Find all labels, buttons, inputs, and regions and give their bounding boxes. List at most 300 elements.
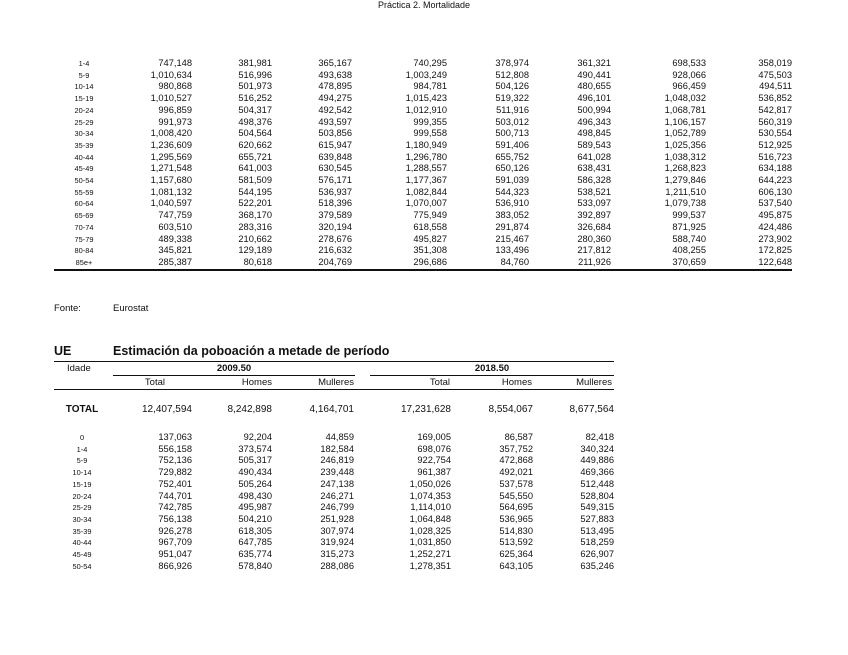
value-cell: 618,558	[413, 221, 447, 232]
value-cell: 1,050,026	[409, 478, 451, 489]
age-group-cell: 40-44	[74, 152, 94, 162]
value-cell: 1,003,249	[405, 69, 447, 80]
value-cell: 635,246	[580, 560, 614, 571]
age-group-cell: 85e+	[54, 257, 114, 270]
value-cell: 498,430	[238, 490, 272, 501]
value-cell: 1,010,634	[150, 69, 192, 80]
page-header: Práctica 2. Mortalidade	[377, 0, 471, 10]
table-row	[54, 105, 792, 117]
table-row	[54, 432, 614, 444]
value-cell: 92,204	[243, 432, 272, 442]
value-cell: 122,648	[706, 257, 792, 270]
subheader-mulleres-1: Mulleres	[318, 377, 354, 388]
table-row	[54, 455, 614, 467]
value-cell: 247,138	[320, 478, 354, 489]
age-group-cell: 60-64	[74, 199, 94, 209]
value-cell: 999,355	[413, 116, 447, 127]
value-cell: 999,558	[413, 128, 447, 139]
total-cell: 17,231,628	[400, 404, 451, 415]
value-cell: 578,840	[238, 560, 272, 571]
table-row	[54, 210, 792, 222]
value-cell: 514,830	[499, 525, 533, 536]
value-cell: 288,086	[320, 560, 354, 571]
value-cell: 528,804	[580, 490, 614, 501]
table-row	[54, 70, 792, 82]
value-cell: 246,819	[320, 455, 354, 466]
value-cell: 246,799	[320, 502, 354, 513]
table-row	[54, 561, 614, 573]
table-row	[54, 491, 614, 503]
value-cell: 217,812	[577, 245, 611, 256]
value-cell: 449,886	[580, 455, 614, 466]
total-cell: 4,164,701	[309, 404, 354, 415]
value-cell: 500,713	[495, 128, 529, 139]
value-cell: 505,264	[238, 478, 272, 489]
source-note	[54, 303, 149, 314]
value-cell: 169,005	[417, 432, 451, 442]
value-cell: 967,709	[158, 537, 192, 548]
total-row-table	[54, 404, 614, 416]
value-cell: 1,106,157	[664, 116, 706, 127]
value-cell: 564,695	[499, 502, 533, 513]
value-cell: 1,296,780	[405, 151, 447, 162]
value-cell: 494,275	[318, 93, 352, 104]
value-cell: 1,082,844	[405, 186, 447, 197]
value-cell: 1,015,423	[405, 93, 447, 104]
value-cell: 291,874	[495, 221, 529, 232]
value-cell: 1,010,527	[150, 93, 192, 104]
value-cell: 638,431	[577, 163, 611, 174]
value-cell: 1,211,510	[665, 186, 706, 197]
subheader-total-2: Total	[429, 377, 450, 388]
table-row	[54, 117, 792, 129]
value-cell: 630,545	[318, 163, 352, 174]
value-cell: 490,434	[238, 467, 272, 478]
value-cell: 1,288,557	[405, 163, 447, 174]
value-cell: 576,171	[318, 175, 352, 186]
age-group-cell: 55-59	[74, 187, 94, 197]
table-row	[54, 467, 614, 479]
value-cell: 370,659	[611, 257, 706, 270]
value-cell: 626,907	[580, 549, 614, 560]
value-cell: 1,081,132	[150, 186, 192, 197]
value-cell: 82,418	[585, 432, 614, 442]
age-group-cell: 45-49	[72, 550, 92, 560]
value-cell: 951,047	[158, 549, 192, 560]
value-cell: 620,662	[238, 139, 272, 150]
value-cell: 984,781	[413, 81, 447, 92]
value-cell: 44,859	[325, 432, 354, 442]
value-cell: 752,401	[158, 478, 192, 489]
value-cell: 1,236,609	[150, 139, 192, 150]
value-cell: 172,825	[758, 245, 792, 256]
value-cell: 518,259	[580, 537, 614, 548]
value-cell: 522,201	[238, 198, 272, 209]
header-bottom-rule	[54, 389, 614, 390]
age-group-cell: 80-84	[74, 246, 94, 256]
value-cell: 340,324	[580, 443, 614, 454]
value-cell: 606,130	[758, 186, 792, 197]
value-cell: 204,769	[272, 257, 352, 270]
table-row	[54, 502, 614, 514]
value-cell: 504,210	[238, 513, 272, 524]
value-cell: 1,012,910	[405, 104, 447, 115]
value-cell: 926,278	[158, 525, 192, 536]
subheader-homes-2: Homes	[501, 377, 532, 388]
table-row	[54, 222, 792, 234]
value-cell: 928,066	[672, 69, 706, 80]
value-cell: 513,592	[499, 537, 533, 548]
value-cell: 492,542	[318, 104, 352, 115]
value-cell: 503,012	[495, 116, 529, 127]
value-cell: 643,105	[499, 560, 533, 571]
value-cell: 698,076	[417, 443, 451, 454]
subheader-mulleres-2: Mulleres	[576, 377, 612, 388]
value-cell: 379,589	[318, 210, 352, 221]
value-cell: 351,308	[413, 245, 447, 256]
value-cell: 545,550	[499, 490, 533, 501]
value-cell: 498,845	[577, 128, 611, 139]
value-cell: 744,701	[158, 490, 192, 501]
value-cell: 544,323	[495, 186, 529, 197]
value-cell: 361,321	[577, 58, 611, 68]
value-cell: 498,376	[238, 116, 272, 127]
value-cell: 519,322	[495, 93, 529, 104]
value-cell: 1,295,569	[150, 151, 192, 162]
value-cell: 1,038,312	[664, 151, 706, 162]
value-cell: 296,686	[352, 257, 447, 270]
value-cell: 999,537	[672, 210, 706, 221]
value-cell: 603,510	[158, 221, 192, 232]
age-group-cell: 40-44	[72, 538, 92, 548]
value-cell: 469,366	[580, 467, 614, 478]
age-group-cell: 50-54	[74, 176, 94, 186]
value-cell: 533,097	[577, 198, 611, 209]
table-row	[54, 514, 614, 526]
table-row	[54, 245, 792, 257]
value-cell: 742,785	[158, 502, 192, 513]
value-cell: 1,025,356	[664, 139, 706, 150]
source-label: Fonte:	[54, 303, 81, 314]
value-cell: 618,305	[238, 525, 272, 536]
age-group-cell: 15-19	[72, 479, 92, 489]
value-cell: 513,495	[580, 525, 614, 536]
value-cell: 320,194	[318, 221, 352, 232]
table-row	[54, 152, 792, 164]
value-cell: 1,252,271	[409, 549, 451, 560]
value-cell: 756,138	[158, 513, 192, 524]
value-cell: 285,387	[114, 257, 192, 270]
year-header-2: 2018.50	[474, 363, 510, 374]
table-row	[54, 479, 614, 491]
value-cell: 655,752	[495, 151, 529, 162]
table-row	[54, 128, 792, 140]
value-cell: 381,981	[238, 58, 272, 68]
value-cell: 408,255	[672, 245, 706, 256]
table-row	[54, 198, 792, 210]
value-cell: 490,441	[577, 69, 611, 80]
value-cell: 589,543	[577, 139, 611, 150]
value-cell: 1,070,007	[405, 198, 447, 209]
total-label: TOTAL	[65, 404, 99, 415]
value-cell: 501,973	[238, 81, 272, 92]
value-cell: 639,848	[318, 151, 352, 162]
value-cell: 137,063	[158, 432, 192, 442]
value-cell: 537,540	[758, 198, 792, 209]
value-cell: 489,338	[158, 233, 192, 244]
table-row	[54, 163, 792, 175]
value-cell: 216,632	[318, 245, 352, 256]
value-cell: 538,521	[577, 186, 611, 197]
age-group-cell: 20-24	[72, 491, 92, 501]
value-cell: 326,684	[577, 221, 611, 232]
value-cell: 542,817	[758, 104, 792, 115]
value-cell: 345,821	[158, 245, 192, 256]
value-cell: 635,774	[238, 549, 272, 560]
value-cell: 1,114,010	[410, 502, 451, 513]
value-cell: 581,509	[238, 175, 272, 186]
value-cell: 871,925	[672, 221, 706, 232]
total-cell: 8,677,564	[569, 404, 614, 415]
value-cell: 1,079,738	[664, 198, 706, 209]
value-cell: 729,882	[158, 467, 192, 478]
value-cell: 615,947	[318, 139, 352, 150]
year-rule-2	[370, 375, 614, 376]
value-cell: 1,180,949	[405, 139, 447, 150]
value-cell: 1,157,680	[150, 175, 192, 186]
value-cell: 1,052,789	[664, 128, 706, 139]
value-cell: 273,902	[758, 233, 792, 244]
age-group-cell: 20-24	[74, 105, 94, 115]
table-row	[54, 444, 614, 456]
age-group-cell: 30-34	[74, 129, 94, 139]
value-cell: 966,459	[672, 81, 706, 92]
age-group-cell: 5-9	[76, 456, 88, 466]
header-top-rule	[54, 361, 614, 362]
value-cell: 698,533	[672, 58, 706, 68]
value-cell: 518,396	[318, 198, 352, 209]
value-cell: 319,924	[320, 537, 354, 548]
value-cell: 1,279,846	[664, 175, 706, 186]
value-cell: 504,317	[238, 104, 272, 115]
value-cell: 516,252	[238, 93, 272, 104]
value-cell: 536,965	[499, 513, 533, 524]
value-cell: 1,271,548	[150, 163, 192, 174]
age-group-cell: 10-14	[74, 82, 94, 92]
value-cell: 991,973	[158, 116, 192, 127]
value-cell: 1,268,823	[664, 163, 706, 174]
value-cell: 500,994	[577, 104, 611, 115]
value-cell: 315,273	[320, 549, 354, 560]
value-cell: 492,021	[499, 467, 533, 478]
population-table-ue	[54, 432, 614, 572]
age-group-cell: 75-79	[74, 234, 94, 244]
value-cell: 239,448	[320, 467, 354, 478]
value-cell: 544,195	[238, 186, 272, 197]
value-cell: 516,723	[758, 151, 792, 162]
value-cell: 591,039	[495, 175, 529, 186]
section-region: UE	[54, 344, 72, 358]
value-cell: 80,618	[192, 257, 272, 270]
value-cell: 278,676	[318, 233, 352, 244]
value-cell: 504,564	[238, 128, 272, 139]
value-cell: 650,126	[495, 163, 529, 174]
value-cell: 866,926	[158, 560, 192, 571]
table-row	[54, 257, 792, 270]
age-group-cell: 0	[79, 433, 85, 442]
value-cell: 280,360	[577, 233, 611, 244]
value-cell: 503,856	[318, 128, 352, 139]
value-cell: 527,883	[580, 513, 614, 524]
value-cell: 536,852	[758, 93, 792, 104]
value-cell: 283,316	[238, 221, 272, 232]
value-cell: 84,760	[447, 257, 529, 270]
value-cell: 182,584	[320, 443, 354, 454]
value-cell: 129,189	[238, 245, 272, 256]
value-cell: 775,949	[413, 210, 447, 221]
total-cell: 8,242,898	[227, 404, 272, 415]
table-row	[54, 234, 792, 246]
age-group-cell: 25-29	[72, 503, 92, 513]
value-cell: 1,008,420	[150, 128, 192, 139]
age-group-cell: 70-74	[74, 222, 94, 232]
value-cell: 373,574	[238, 443, 272, 454]
age-group-cell: 45-49	[74, 164, 94, 174]
value-cell: 752,136	[158, 455, 192, 466]
value-cell: 246,271	[320, 490, 354, 501]
year-rule-1	[113, 375, 355, 376]
section-title: Estimación da poboación a metade de período	[113, 344, 390, 358]
age-group-cell: 15-19	[74, 94, 94, 104]
value-cell: 641,028	[577, 151, 611, 162]
value-cell: 591,406	[495, 139, 529, 150]
value-cell: 1,031,850	[409, 537, 451, 548]
age-group-cell: 65-69	[74, 211, 94, 221]
value-cell: 392,897	[577, 210, 611, 221]
value-cell: 1,048,032	[664, 93, 706, 104]
value-cell: 251,928	[320, 513, 354, 524]
value-cell: 747,148	[158, 58, 192, 68]
value-cell: 358,019	[758, 58, 792, 68]
value-cell: 516,996	[238, 69, 272, 80]
value-cell: 494,511	[759, 81, 792, 92]
value-cell: 634,188	[758, 163, 792, 174]
table-row	[54, 175, 792, 187]
table-row	[54, 93, 792, 105]
value-cell: 625,364	[499, 549, 533, 560]
value-cell: 383,052	[495, 210, 529, 221]
value-cell: 512,808	[495, 69, 529, 80]
value-cell: 493,597	[318, 116, 352, 127]
value-cell: 211,926	[529, 257, 611, 270]
value-cell: 536,937	[318, 186, 352, 197]
subheader-homes-1: Homes	[241, 377, 272, 388]
value-cell: 1,064,848	[409, 513, 451, 524]
value-cell: 1,068,781	[664, 104, 706, 115]
value-cell: 495,987	[238, 502, 272, 513]
age-group-cell: 50-54	[72, 561, 92, 571]
age-group-cell: 5-9	[78, 70, 90, 80]
value-cell: 368,170	[238, 210, 272, 221]
year-header-1: 2009.50	[216, 363, 252, 374]
value-cell: 644,223	[758, 175, 792, 186]
value-cell: 512,925	[758, 139, 792, 150]
subheader-total-1: Total	[144, 377, 165, 388]
value-cell: 1,177,367	[405, 175, 447, 186]
table-row	[54, 549, 614, 561]
value-cell: 505,317	[238, 455, 272, 466]
value-cell: 496,343	[577, 116, 611, 127]
value-cell: 586,328	[577, 175, 611, 186]
value-cell: 504,126	[495, 81, 529, 92]
value-cell: 740,295	[413, 58, 447, 68]
value-cell: 647,785	[238, 537, 272, 548]
value-cell: 961,387	[417, 467, 451, 478]
value-cell: 495,827	[413, 233, 447, 244]
section-heading	[54, 344, 390, 358]
value-cell: 747,759	[158, 210, 192, 221]
value-cell: 655,721	[238, 151, 272, 162]
value-cell: 493,638	[318, 69, 352, 80]
value-cell: 357,752	[499, 443, 533, 454]
age-group-cell: 1-4	[78, 59, 90, 68]
total-cell: 8,554,067	[488, 404, 533, 415]
table-row	[54, 187, 792, 199]
table-row	[54, 81, 792, 93]
value-cell: 641,003	[238, 163, 272, 174]
value-cell: 512,448	[580, 478, 614, 489]
value-cell: 210,662	[238, 233, 272, 244]
value-cell: 1,040,597	[150, 198, 192, 209]
age-group-cell: 35-39	[72, 526, 92, 536]
table-row	[54, 537, 614, 549]
value-cell: 86,587	[504, 432, 533, 442]
age-group-cell: 10-14	[72, 468, 92, 478]
age-group-cell: 30-34	[72, 514, 92, 524]
table-row	[54, 526, 614, 538]
value-cell: 1,074,353	[409, 490, 451, 501]
value-cell: 495,875	[758, 210, 792, 221]
value-cell: 588,740	[672, 233, 706, 244]
total-row	[54, 404, 614, 416]
population-table-top	[54, 58, 792, 271]
value-cell: 475,503	[758, 69, 792, 80]
value-cell: 424,486	[758, 221, 792, 232]
value-cell: 307,974	[320, 525, 354, 536]
value-cell: 560,319	[758, 116, 792, 127]
value-cell: 536,910	[495, 198, 529, 209]
value-cell: 996,859	[158, 104, 192, 115]
table-row	[54, 140, 792, 152]
value-cell: 1,278,351	[409, 560, 451, 571]
value-cell: 537,578	[499, 478, 533, 489]
value-cell: 980,868	[158, 81, 192, 92]
total-cell: 12,407,594	[141, 404, 192, 415]
value-cell: 472,868	[499, 455, 533, 466]
value-cell: 133,496	[495, 245, 529, 256]
age-group-cell: 35-39	[74, 140, 94, 150]
value-cell: 478,895	[318, 81, 352, 92]
value-cell: 922,754	[417, 455, 451, 466]
age-column-header: Idade	[67, 363, 91, 374]
value-cell: 549,315	[580, 502, 614, 513]
value-cell: 378,974	[495, 58, 529, 68]
value-cell: 556,158	[158, 443, 192, 454]
value-cell: 215,467	[495, 233, 529, 244]
source-value: Eurostat	[113, 303, 149, 314]
age-group-cell: 1-4	[76, 444, 88, 454]
value-cell: 496,101	[577, 93, 611, 104]
